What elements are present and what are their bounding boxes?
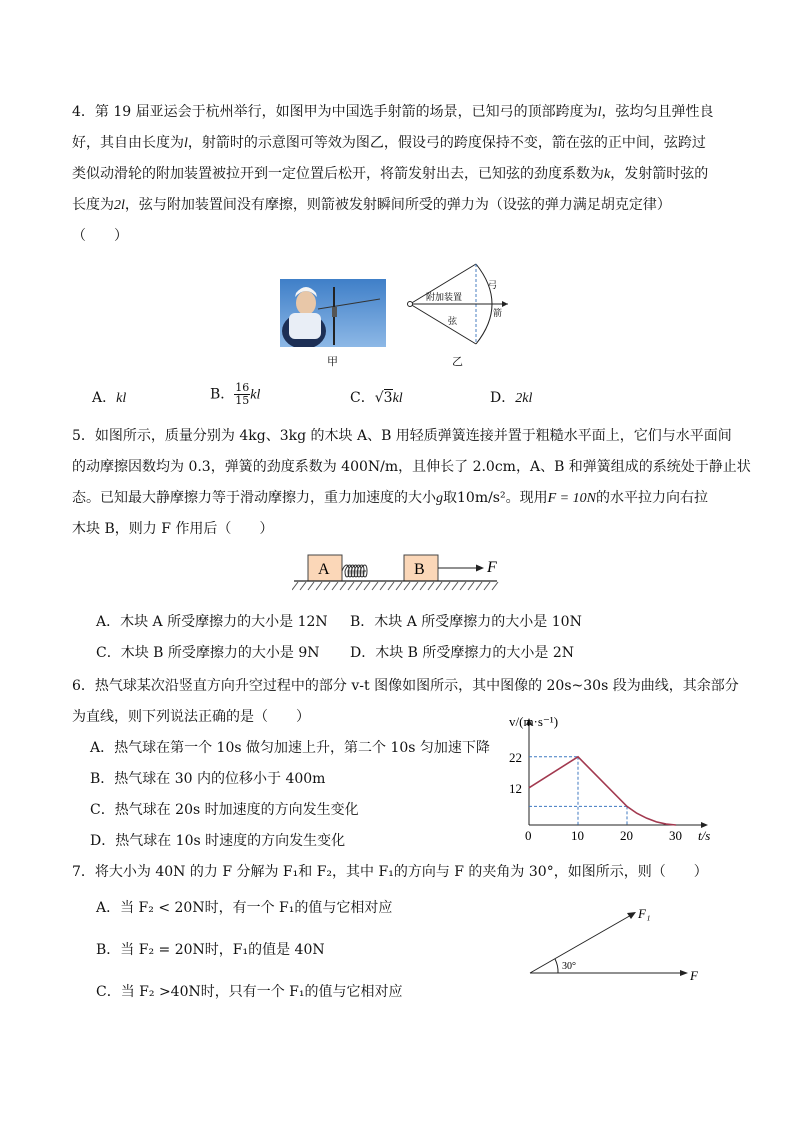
- angle-arc: [555, 959, 558, 973]
- force-f-arrowhead-icon: [680, 970, 688, 976]
- x-tick-labels: [525, 828, 682, 843]
- x-tick-label: 20: [620, 828, 633, 843]
- q5-line-1: 5．如图所示，质量分别为 4kg、3kg 的木块 A、B 用轻质弹簧连接并置于粗糙水平面上，它们与水平面间: [72, 428, 732, 444]
- sqrt-icon: √: [374, 390, 384, 406]
- spring-icon: [342, 565, 367, 577]
- y-axis-label: v/(m·s⁻¹): [509, 714, 559, 729]
- x-axis-label: t/s: [698, 828, 711, 843]
- q5-option-b[interactable]: B．木块 A 所受摩擦力的大小是 10N: [350, 614, 582, 630]
- q5-option-d[interactable]: D．木块 B 所受摩擦力的大小是 2N: [350, 645, 575, 661]
- q4-line-2: 好，其自由长度为l，射箭时的示意图可等效为图乙，假设弓的跨度保持不变，箭在弦的正中间，弦跨过: [72, 135, 706, 151]
- angle-label: 30°: [562, 961, 576, 972]
- q6-line-2: 为直线，则下列说法正确的是（ ）: [72, 709, 310, 725]
- arrow-label: 箭: [493, 308, 503, 318]
- vt-series-line: [529, 757, 676, 825]
- q4-line-1: 4．第 19 届亚运会于杭州举行，如图甲为中国选手射箭的场景，已知弓的顶部跨度为l，弦均匀且弹性良: [72, 104, 714, 120]
- q4-option-d[interactable]: D．2kl: [490, 390, 533, 406]
- fraction: $\frac{16}{15}$: [235, 381, 250, 407]
- q4-option-b[interactable]: B． $\frac{16}{15}$ kl: [210, 381, 261, 407]
- q7-line-1: 7．将大小为 40N 的力 F 分解为 F₁和 F₂，其中 F₁的方向与 F 的夹角为 30°，如图所示，则（ ）: [72, 864, 708, 880]
- q7-option-b[interactable]: B．当 F₂ = 20N时，F₁的值是 40N: [96, 942, 325, 958]
- q5-line-4: 木块 B，则力 F 作用后（ ）: [72, 521, 274, 537]
- q6-option-b[interactable]: B．热气球在 30 内的位移小于 400m: [90, 771, 326, 787]
- q4-option-c[interactable]: C．√3kl: [350, 390, 403, 406]
- bow-label: 弓: [488, 280, 498, 290]
- force-decomposition-figure: [522, 900, 712, 990]
- force-label: F: [487, 559, 497, 576]
- q6-line-1: 6．热气球某次沿竖直方向升空过程中的部分 v-t 图像如图所示，其中图像的 20s~30s 段为曲线，其余部分: [72, 678, 739, 694]
- force-f1-line: [530, 914, 633, 973]
- string-lower: [410, 304, 476, 344]
- spring-blocks-figure: [292, 551, 507, 595]
- block-b-label: B: [414, 561, 425, 578]
- figure-yi-label: 乙: [452, 355, 463, 368]
- device-label: 附加装置: [426, 292, 463, 302]
- q6-option-c[interactable]: C．热气球在 20s 时加速度的方向发生变化: [90, 802, 359, 818]
- q5-option-c[interactable]: C．木块 B 所受摩擦力的大小是 9N: [96, 645, 320, 661]
- string-label: 弦: [448, 316, 458, 326]
- y-tick-labels: [509, 750, 522, 796]
- force-arrowhead-icon: [476, 565, 484, 572]
- arrowhead-icon: [502, 301, 508, 307]
- q5-line-2: 的动摩擦因数均为 0.3，弹簧的劲度系数为 400N/m，且伸长了 2.0cm，A、B 和弹簧组成的系统处于静止状: [72, 459, 751, 475]
- vt-chart: [500, 708, 730, 850]
- bow-schematic: [404, 260, 514, 350]
- q7-option-c[interactable]: C．当 F₂ >40N时，只有一个 F₁的值与它相对应: [96, 984, 403, 1000]
- force-f1-arrowhead-icon: [627, 912, 636, 919]
- q4-option-a[interactable]: A．kl: [92, 390, 127, 406]
- x-tick-label: 30: [669, 828, 682, 843]
- q6-option-d[interactable]: D．热气球在 10s 时速度的方向发生变化: [90, 833, 346, 849]
- series-group: [529, 757, 676, 825]
- force-f-label: F: [690, 968, 698, 983]
- q6-option-a[interactable]: A．热气球在第一个 10s 做匀加速上升，第二个 10s 匀加速下降: [90, 740, 490, 756]
- q5-line-3: 态。已知最大静摩擦力等于滑动摩擦力，重力加速度的大小g取10m/s²。现用F = 10N的水平拉力向右拉: [72, 490, 708, 506]
- x-tick-label: 10: [571, 828, 584, 843]
- y-tick-label: 12: [509, 780, 522, 796]
- pulley-icon: [408, 302, 413, 307]
- block-a-label: A: [318, 561, 330, 578]
- ground-hatch: [292, 582, 498, 590]
- x-tick-label: 0: [525, 828, 532, 843]
- archer-photo: [280, 279, 386, 347]
- q4-answer-paren: （ ）: [72, 228, 128, 244]
- figure-jia-label: 甲: [327, 355, 338, 368]
- y-tick-label: 22: [509, 749, 522, 765]
- q4-line-4: 长度为2l，弦与附加装置间没有摩擦，则箭被发射瞬间所受的弹力为（设弦的弹力满足胡克定律）: [72, 197, 671, 213]
- q7-option-a[interactable]: A．当 F₂ < 20N时，有一个 F₁的值与它相对应: [96, 900, 393, 916]
- q5-option-a[interactable]: A．木块 A 所受摩擦力的大小是 12N: [96, 614, 328, 630]
- force-f1-label: F₁: [638, 906, 651, 921]
- q4-line-3: 类似动滑轮的附加装置被拉开到一定位置后松开，将箭发射出去，已知弦的劲度系数为k，发射箭时弦的: [72, 166, 709, 182]
